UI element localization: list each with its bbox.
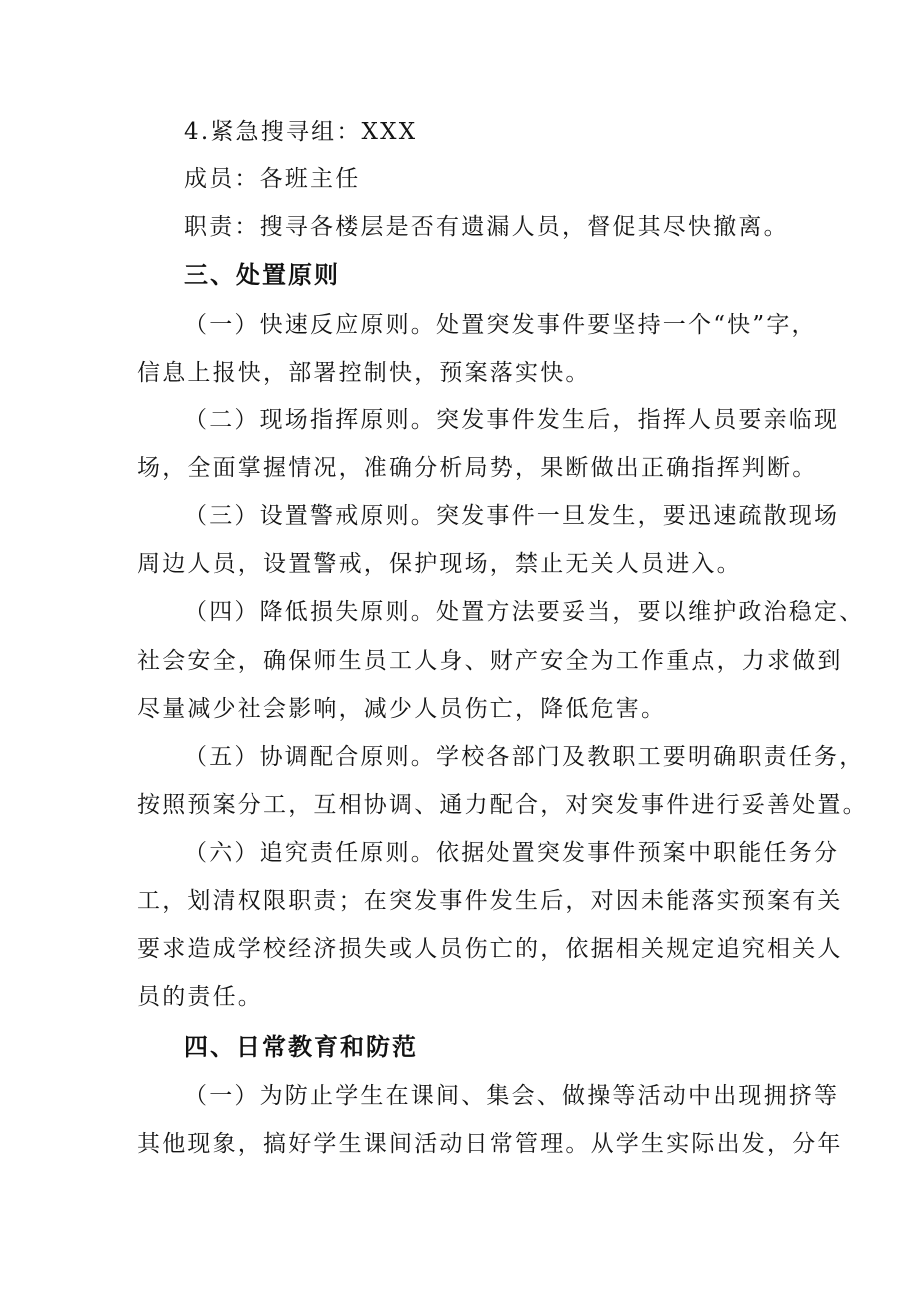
paragraph-line: 其他现象，搞好学生课间活动日常管理。从学生实际出发，分年 (137, 1131, 843, 1157)
paragraph-line: （四）降低损失原则。处置方法要妥当，要以维护政治稳定、 (184, 599, 865, 625)
paragraph-line: 社会安全，确保师生员工人身、财产安全为工作重点，力求做到 (137, 648, 843, 674)
paragraph-line: 工，划清权限职责；在突发事件发生后，对因未能落实预案有关 (137, 888, 843, 914)
search-team-members: 成员：各班主任 (184, 166, 361, 192)
paragraph-line: 按照预案分工，互相协调、通力配合，对突发事件进行妥善处置。 (137, 792, 868, 818)
paragraph-line: 员的责任。 (137, 984, 263, 1010)
section-heading-daily-education: 四、日常教育和防范 (184, 1033, 418, 1061)
paragraph-line: 尽量减少社会影响，减少人员伤亡，降低危害。 (137, 696, 667, 722)
paragraph-line: （五）协调配合原则。学校各部门及教职工要明确职责任务， (184, 744, 865, 770)
section-heading-principles: 三、处置原则 (184, 261, 340, 289)
paragraph-line: 周边人员，设置警戒，保护现场，禁止无关人员进入。 (137, 551, 742, 577)
paragraph-line: （一）为防止学生在课间、集会、做操等活动中出现拥挤等 (184, 1083, 840, 1109)
paragraph-line: （三）设置警戒原则。突发事件一旦发生，要迅速疏散现场 (184, 503, 840, 529)
paragraph-line: 要求造成学校经济损失或人员伤亡的，依据相关规定追究相关人 (137, 936, 843, 962)
paragraph-line: （六）追究责任原则。依据处置突发事件预案中职能任务分 (184, 840, 840, 866)
search-team-line: 4.紧急搜寻组：XXX (184, 119, 418, 145)
paragraph-line: （一）快速反应原则。处置突发事件要坚持一个“快”字， (184, 312, 817, 338)
paragraph-line: 信息上报快，部署控制快，预案落实快。 (137, 360, 591, 386)
paragraph-line: （二）现场指挥原则。突发事件发生后，指挥人员要亲临现 (184, 407, 840, 433)
search-team-duties: 职责：搜寻各楼层是否有遗漏人员，督促其尽快撤离。 (184, 214, 789, 240)
paragraph-line: 场，全面掌握情况，准确分析局势，果断做出正确指挥判断。 (137, 455, 818, 481)
